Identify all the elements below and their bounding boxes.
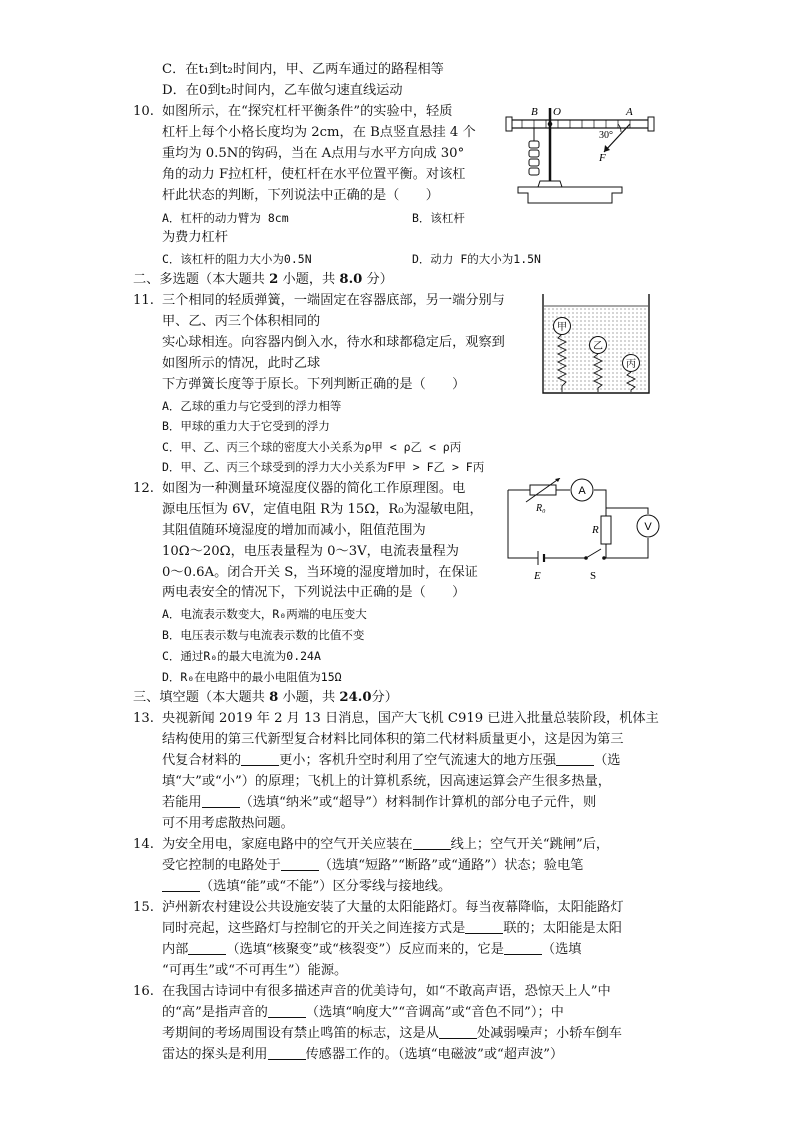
answer-blank[interactable] xyxy=(439,1024,477,1039)
q10-option-b: B．该杠杆 xyxy=(412,211,465,225)
q11-option-b: B．甲球的重力大于它受到的浮力 xyxy=(162,419,330,433)
q16-line-4: 雷达的探头是利用 传感器工作的。（选填“电磁波”或“超声波”） xyxy=(162,1047,564,1062)
q12-stem-2: 源电压恒为 6V，定值电阻 R为 15Ω，R₀为湿敏电阻， xyxy=(162,502,483,517)
q12-stem-6: 两电表安全的情况下，下列说法中正确的是（ ） xyxy=(162,585,466,600)
q14-number: 14. xyxy=(133,837,154,852)
label-r: R xyxy=(592,524,599,536)
answer-blank[interactable] xyxy=(162,877,200,892)
pivot-o xyxy=(548,122,553,127)
q11-number: 11. xyxy=(133,293,154,308)
q9-option-c: C．在t₁到t₂时间内，甲、乙两车通过的路程相等 xyxy=(162,62,444,77)
answer-blank[interactable] xyxy=(268,1045,306,1060)
answer-blank[interactable] xyxy=(202,793,240,808)
answer-blank[interactable] xyxy=(465,919,503,934)
switch-contact-right xyxy=(602,556,606,560)
label-b: B xyxy=(531,106,538,118)
q12-number: 12. xyxy=(133,481,154,496)
answer-blank[interactable] xyxy=(268,1003,306,1018)
label-a: A xyxy=(626,106,633,118)
label-o: O xyxy=(553,106,561,118)
right-nut xyxy=(648,117,654,131)
q10-option-c: C．该杠杆的阻力大小为0.5N xyxy=(162,252,312,266)
q14-line-1: 为安全用电，家庭电路中的空气开关应装在 线上；空气开关“跳闸”后， xyxy=(162,837,610,852)
label-f: F xyxy=(599,152,606,164)
q13-line-4: 填“大”或“小”）的原理；飞机上的计算机系统，因高速运算会产生很多热量， xyxy=(162,774,611,789)
q12-stem-4: 10Ω～20Ω，电压表量程为 0～3V，电流表量程为 xyxy=(162,544,459,559)
q13-number: 13. xyxy=(133,711,154,726)
label-s: S xyxy=(590,570,597,582)
answer-blank[interactable] xyxy=(556,751,594,766)
q10-option-a: A．杠杆的动力臂为 8cm xyxy=(162,211,289,225)
q14-line-2: 受它控制的电路处于 （选填“短路”“断路”或“通路”）状态；验电笔 xyxy=(162,858,584,873)
q15-line-1: 泸州新农村建设公共设施安装了大量的太阳能路灯。每当夜幕降临，太阳能路灯 xyxy=(162,900,624,915)
lever-figure xyxy=(500,103,660,205)
label-ammeter: A xyxy=(578,485,586,497)
q12-option-c: C．通过R₀的最大电流为0.24A xyxy=(162,649,321,663)
section-2-heading: 二、多选题（本大题共 2 小题，共 8.0 分） xyxy=(133,272,393,287)
q10-stem-5: 杆此状态的判断，下列说法中正确的是（ ） xyxy=(162,188,439,203)
q10-number: 10. xyxy=(133,104,154,119)
q15-line-4: “可再生”或“不可再生”）能源。 xyxy=(162,963,348,978)
label-voltmeter: V xyxy=(644,521,652,533)
switch-blade xyxy=(586,549,601,558)
q9-option-d: D．在0到t₂时间内，乙车做匀速直线运动 xyxy=(162,83,403,98)
answer-blank[interactable] xyxy=(188,940,226,955)
q10-stem-2: 杠杆上每个小格长度均为 2cm，在 B点竖直悬挂 4 个 xyxy=(162,125,476,140)
q16-line-3: 考期间的考场周围设有禁止鸣笛的标志，这是从 处减弱噪声；小轿车倒车 xyxy=(162,1026,622,1041)
q16-line-1: 在我国古诗词中有很多描述声音的优美诗句，如“不敢高声语，恐惊天上人”中 xyxy=(162,984,611,999)
label-r0: R₀ xyxy=(536,503,546,514)
answer-blank[interactable] xyxy=(281,856,319,871)
q11-stem-4: 如图所示的情况，此时乙球 xyxy=(162,356,321,371)
label-yi: 乙 xyxy=(593,341,603,352)
answer-blank[interactable] xyxy=(241,751,279,766)
q15-number: 15. xyxy=(133,900,154,915)
q12-stem-3: 其阻值随环境湿度的增加而减小，阻值范围为 xyxy=(162,523,426,538)
q11-stem-2: 甲、乙、丙三个体积相同的 xyxy=(162,314,321,329)
q10-stem-1: 如图所示，在“探究杠杆平衡条件”的实验中，轻质 xyxy=(162,104,453,119)
stand-base xyxy=(518,187,622,203)
q12-stem-5: 0～0.6A。闭合开关 S，当环境的湿度增加时，在保证 xyxy=(162,565,478,580)
q13-line-1: 央视新闻 2019 年 2 月 13 日消息，国产大飞机 C919 已进入批量总装阶段，机体主 xyxy=(162,711,659,726)
hooked-weights xyxy=(529,141,539,175)
q10-option-d: D．动力 F的大小为1.5N xyxy=(412,252,541,266)
post-base xyxy=(538,181,562,187)
q10-option-b-cont: 为费力杠杆 xyxy=(162,230,228,245)
q12-stem-1: 如图为一种测量环境湿度仪器的简化工作原理图。电 xyxy=(162,481,466,496)
q11-stem-5: 下方弹簧长度等于原长。下列判断正确的是（ ） xyxy=(162,377,466,392)
label-jia: 甲 xyxy=(557,322,567,333)
label-e: E xyxy=(534,570,541,582)
resistor-r xyxy=(601,516,611,544)
q13-line-6: 可不用考虑散热问题。 xyxy=(162,816,294,831)
q11-stem-1: 三个相同的轻质弹簧，一端固定在容器底部，另一端分别与 xyxy=(162,293,505,308)
label-angle: 30° xyxy=(599,130,613,141)
q16-line-2: 的“高”是指声音的 （选填“响度大”“音调高”或“音色不同”）；中 xyxy=(162,1005,564,1020)
answer-blank[interactable] xyxy=(504,940,542,955)
q11-stem-3: 实心球相连。向容器内倒入水，待水和球都稳定后，观察到 xyxy=(162,335,505,350)
q13-line-2: 结构使用的第三代新型复合材料比同体积的第二代材料质量更小，这是因为第三 xyxy=(162,732,624,747)
q16-number: 16. xyxy=(133,984,154,999)
q13-line-3: 代复合材料的 更小；客机升空时利用了空气流速大的地方压强 （选 xyxy=(162,753,621,768)
left-nut xyxy=(506,117,512,131)
q12-option-d: D．R₀在电路中的最小电阻值为15Ω xyxy=(162,670,342,684)
container-figure xyxy=(540,292,652,396)
q11-option-a: A．乙球的重力与它受到的浮力相等 xyxy=(162,399,342,413)
q11-option-c: C．甲、乙、丙三个球的密度大小关系为ρ甲 < ρ乙 < ρ丙 xyxy=(162,440,462,454)
q15-line-3: 内部 （选填“核聚变”或“核裂变”）反应而来的，它是 （选填 xyxy=(162,942,582,957)
q12-option-a: A．电流表示数变大，R₀两端的电压变大 xyxy=(162,607,367,621)
q14-line-3: （选填“能”或“不能”）区分零线与接地线。 xyxy=(162,877,451,897)
label-bing: 丙 xyxy=(626,359,636,370)
q15-line-2: 同时亮起，这些路灯与控制它的开关之间连接方式是 联的；太阳能是太阳 xyxy=(162,921,622,936)
q11-option-d: D．甲、乙、丙三个球受到的浮力大小关系为F甲 > F乙 > F丙 xyxy=(162,460,485,474)
section-3-heading: 三、填空题（本大题共 8 小题，共 24.0分） xyxy=(133,690,398,705)
circuit-figure xyxy=(500,478,670,586)
lever-bar xyxy=(508,120,652,128)
q10-stem-3: 重均为 0.5N的钩码，当在 A点用与水平方向成 30° xyxy=(162,146,465,161)
q10-stem-4: 角的动力 F拉杠杆，使杠杆在水平位置平衡。对该杠 xyxy=(162,167,466,182)
answer-blank[interactable] xyxy=(413,835,451,850)
q12-option-b: B．电压表示数与电流表示数的比值不变 xyxy=(162,628,365,642)
q13-line-5: 若能用 （选填“纳米”或“超导”）材料制作计算机的部分电子元件，则 xyxy=(162,795,597,810)
